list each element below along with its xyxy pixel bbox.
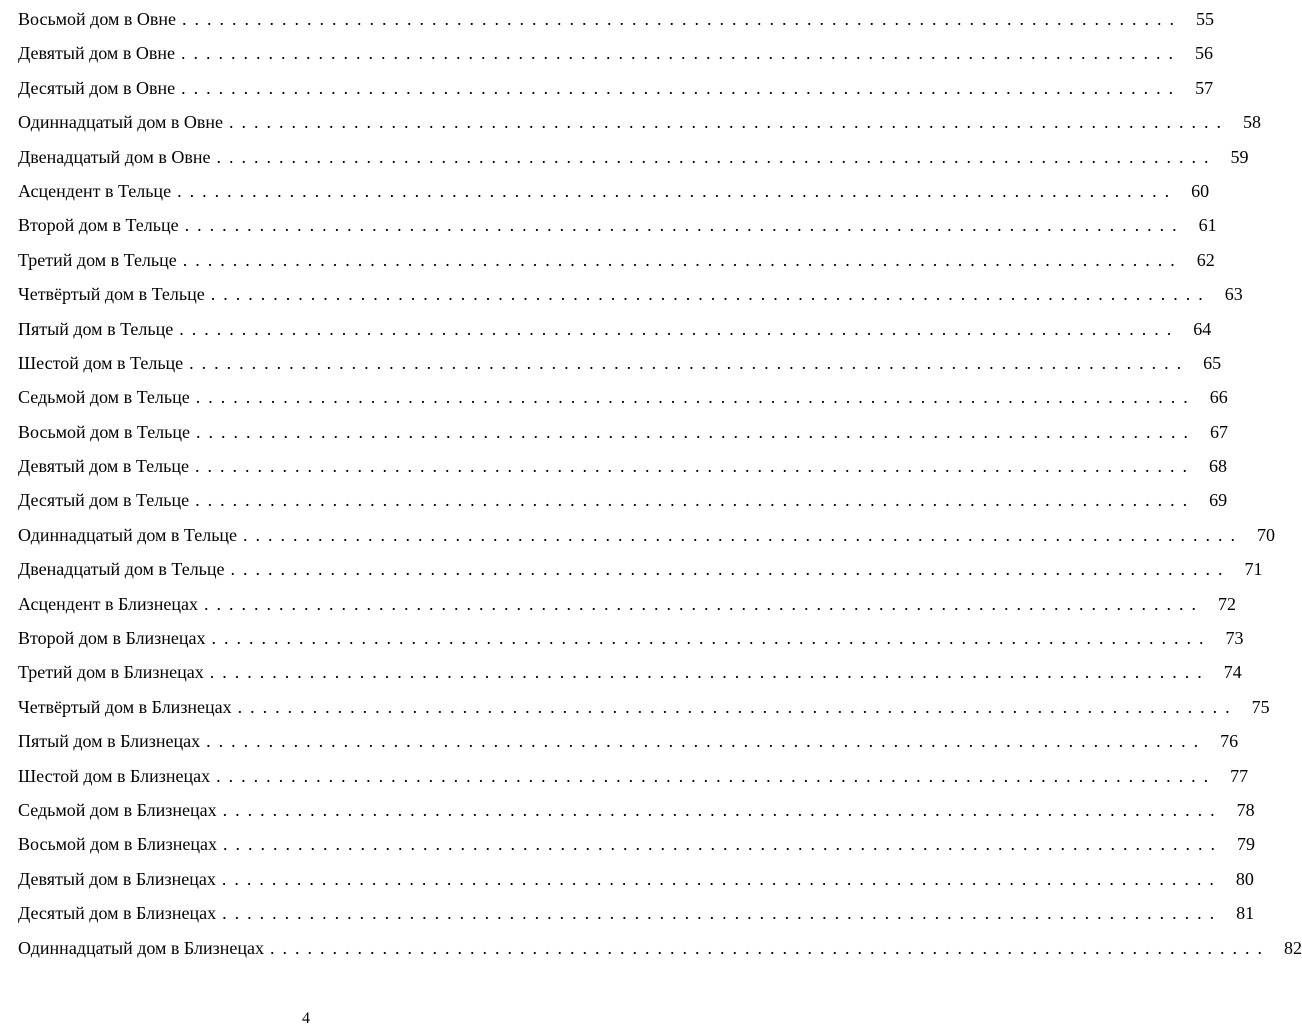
toc-leader-dots: ................................................................................ bbox=[237, 696, 1238, 717]
toc-leader-dots: ................................................................................ bbox=[195, 387, 1196, 408]
toc-entry-title: Третий дом в Тельце bbox=[18, 249, 177, 270]
toc-entry[interactable] bbox=[18, 518, 1276, 552]
toc-entry-page: 66 bbox=[1209, 387, 1228, 408]
toc-entry-page: 74 bbox=[1223, 662, 1242, 683]
toc-entry-page: 55 bbox=[1196, 9, 1215, 29]
toc-entry-page: 80 bbox=[1235, 868, 1254, 889]
toc-entry-title: Девятый дом в Близнецах bbox=[18, 868, 216, 889]
toc-entry-title: Пятый дом в Близнецах bbox=[18, 731, 201, 752]
toc-entry-page: 64 bbox=[1193, 318, 1212, 339]
toc-entry[interactable] bbox=[18, 862, 1254, 896]
toc-leader-dots: ................................................................................ bbox=[184, 215, 1185, 236]
toc-entry-title: Одиннадцатый дом в Близнецах bbox=[18, 937, 264, 958]
toc-entry[interactable] bbox=[18, 552, 1263, 586]
toc-entry[interactable] bbox=[18, 415, 1228, 449]
toc-entry[interactable] bbox=[18, 2, 1215, 36]
table-of-contents bbox=[18, 2, 1302, 965]
toc-entry-title: Второй дом в Близнецах bbox=[18, 628, 206, 649]
toc-entry-title: Одиннадцатый дом в Тельце bbox=[18, 524, 238, 545]
toc-entry-title: Десятый дом в Овне bbox=[18, 77, 176, 98]
toc-entry[interactable] bbox=[18, 36, 1213, 70]
toc-entry-page: 58 bbox=[1243, 112, 1262, 133]
toc-entry-page: 69 bbox=[1209, 490, 1228, 511]
toc-entry-title: Асцендент в Близнецах bbox=[18, 593, 199, 614]
toc-entry-title: Двенадцатый дом в Овне bbox=[18, 146, 211, 167]
toc-entry-page: 75 bbox=[1251, 696, 1270, 717]
page-number: 4 bbox=[302, 1010, 310, 1027]
toc-entry[interactable] bbox=[18, 827, 1255, 861]
toc-entry[interactable] bbox=[18, 174, 1210, 208]
toc-leader-dots: ................................................................................ bbox=[216, 765, 1217, 786]
toc-entry-title: Пятый дом в Тельце bbox=[18, 318, 174, 339]
toc-entry-title: Второй дом в Тельце bbox=[18, 215, 179, 236]
toc-entry-page: 81 bbox=[1236, 903, 1255, 924]
toc-entry[interactable] bbox=[18, 208, 1217, 242]
toc-entry-title: Десятый дом в Близнецах bbox=[18, 903, 217, 924]
toc-leader-dots: ................................................................................ bbox=[222, 903, 1223, 924]
toc-leader-dots: ................................................................................ bbox=[189, 352, 1190, 373]
toc-entry-title: Шестой дом в Тельце bbox=[18, 352, 184, 373]
toc-leader-dots: ................................................................................ bbox=[182, 9, 1183, 29]
toc-leader-dots: ................................................................................ bbox=[181, 77, 1182, 98]
toc-leader-dots: ................................................................................ bbox=[204, 593, 1205, 614]
toc-entry-page: 68 bbox=[1208, 456, 1227, 477]
toc-leader-dots: ................................................................................ bbox=[194, 456, 1195, 477]
toc-leader-dots: ................................................................................ bbox=[229, 112, 1230, 133]
toc-entry-title: Восьмой дом в Близнецах bbox=[18, 834, 217, 855]
toc-leader-dots: ................................................................................ bbox=[177, 180, 1178, 201]
toc-entry-title: Асцендент в Тельце bbox=[18, 180, 172, 201]
toc-entry-page: 61 bbox=[1198, 215, 1217, 236]
toc-leader-dots: ................................................................................ bbox=[209, 662, 1210, 683]
toc-entry-title: Десятый дом в Тельце bbox=[18, 490, 190, 511]
toc-entry-page: 59 bbox=[1230, 146, 1249, 167]
toc-leader-dots: ................................................................................ bbox=[222, 834, 1223, 855]
toc-leader-dots: ................................................................................ bbox=[221, 868, 1222, 889]
toc-entry[interactable] bbox=[18, 690, 1270, 724]
toc-entry[interactable] bbox=[18, 449, 1227, 483]
toc-entry-title: Третий дом в Близнецах bbox=[18, 662, 204, 683]
toc-entry[interactable] bbox=[18, 105, 1262, 139]
toc-entry-page: 71 bbox=[1244, 559, 1263, 580]
toc-entry-page: 76 bbox=[1220, 731, 1239, 752]
toc-leader-dots: ................................................................................ bbox=[179, 318, 1180, 339]
toc-entry[interactable] bbox=[18, 483, 1228, 517]
toc-entry-page: 73 bbox=[1225, 628, 1244, 649]
toc-entry[interactable] bbox=[18, 71, 1214, 105]
toc-entry-title: Седьмой дом в Тельце bbox=[18, 387, 190, 408]
toc-entry[interactable] bbox=[18, 346, 1222, 380]
toc-entry-title: Девятый дом в Овне bbox=[18, 43, 175, 64]
toc-entry-page: 65 bbox=[1203, 352, 1222, 373]
toc-entry-page: 77 bbox=[1230, 765, 1249, 786]
toc-leader-dots: ................................................................................ bbox=[216, 146, 1217, 167]
toc-entry[interactable] bbox=[18, 277, 1243, 311]
toc-entry[interactable] bbox=[18, 724, 1239, 758]
toc-leader-dots: ................................................................................ bbox=[196, 421, 1196, 442]
toc-entry[interactable] bbox=[18, 759, 1249, 793]
toc-entry-title: Четвёртый дом в Близнецах bbox=[18, 696, 232, 717]
toc-leader-dots: ................................................................................ bbox=[206, 731, 1207, 752]
toc-leader-dots: ................................................................................ bbox=[182, 249, 1183, 270]
toc-entry[interactable] bbox=[18, 140, 1249, 174]
toc-entry[interactable] bbox=[18, 655, 1242, 689]
toc-leader-dots: ................................................................................ bbox=[211, 628, 1212, 649]
toc-entry-page: 82 bbox=[1284, 937, 1302, 958]
toc-entry-page: 78 bbox=[1236, 799, 1255, 820]
toc-entry-page: 60 bbox=[1191, 180, 1210, 201]
toc-entry[interactable] bbox=[18, 896, 1255, 930]
toc-entry[interactable] bbox=[18, 931, 1302, 965]
toc-entry-page: 57 bbox=[1195, 77, 1214, 98]
toc-entry-title: Шестой дом в Близнецах bbox=[18, 765, 211, 786]
toc-entry-page: 62 bbox=[1196, 249, 1215, 270]
toc-entry-title: Двенадцатый дом в Тельце bbox=[18, 559, 225, 580]
toc-entry-page: 56 bbox=[1194, 43, 1213, 64]
toc-entry[interactable] bbox=[18, 587, 1237, 621]
toc-entry-title: Восьмой дом в Тельце bbox=[18, 421, 190, 442]
toc-entry-page: 67 bbox=[1210, 421, 1228, 442]
toc-leader-dots: ................................................................................ bbox=[243, 524, 1244, 545]
toc-leader-dots: ................................................................................ bbox=[270, 937, 1270, 958]
toc-entry-title: Одиннадцатый дом в Овне bbox=[18, 112, 224, 133]
toc-entry[interactable] bbox=[18, 621, 1244, 655]
toc-entry[interactable] bbox=[18, 243, 1215, 277]
toc-leader-dots: ................................................................................ bbox=[180, 43, 1181, 64]
toc-entry-title: Восьмой дом в Овне bbox=[18, 9, 177, 29]
toc-leader-dots: ................................................................................ bbox=[195, 490, 1196, 511]
toc-entry-title: Седьмой дом в Близнецах bbox=[18, 799, 217, 820]
toc-entry[interactable] bbox=[18, 380, 1228, 414]
toc-leader-dots: ................................................................................ bbox=[222, 799, 1223, 820]
toc-leader-dots: ................................................................................ bbox=[230, 559, 1231, 580]
toc-entry-title: Девятый дом в Тельце bbox=[18, 456, 189, 477]
toc-entry-title: Четвёртый дом в Тельце bbox=[18, 284, 205, 305]
toc-entry-page: 72 bbox=[1218, 593, 1237, 614]
toc-entry[interactable] bbox=[18, 793, 1255, 827]
toc-leader-dots: ................................................................................ bbox=[210, 284, 1211, 305]
toc-entry-page: 63 bbox=[1224, 284, 1243, 305]
toc-entry-page: 70 bbox=[1257, 524, 1276, 545]
toc-entry-page: 79 bbox=[1236, 834, 1255, 855]
toc-entry[interactable] bbox=[18, 312, 1212, 346]
